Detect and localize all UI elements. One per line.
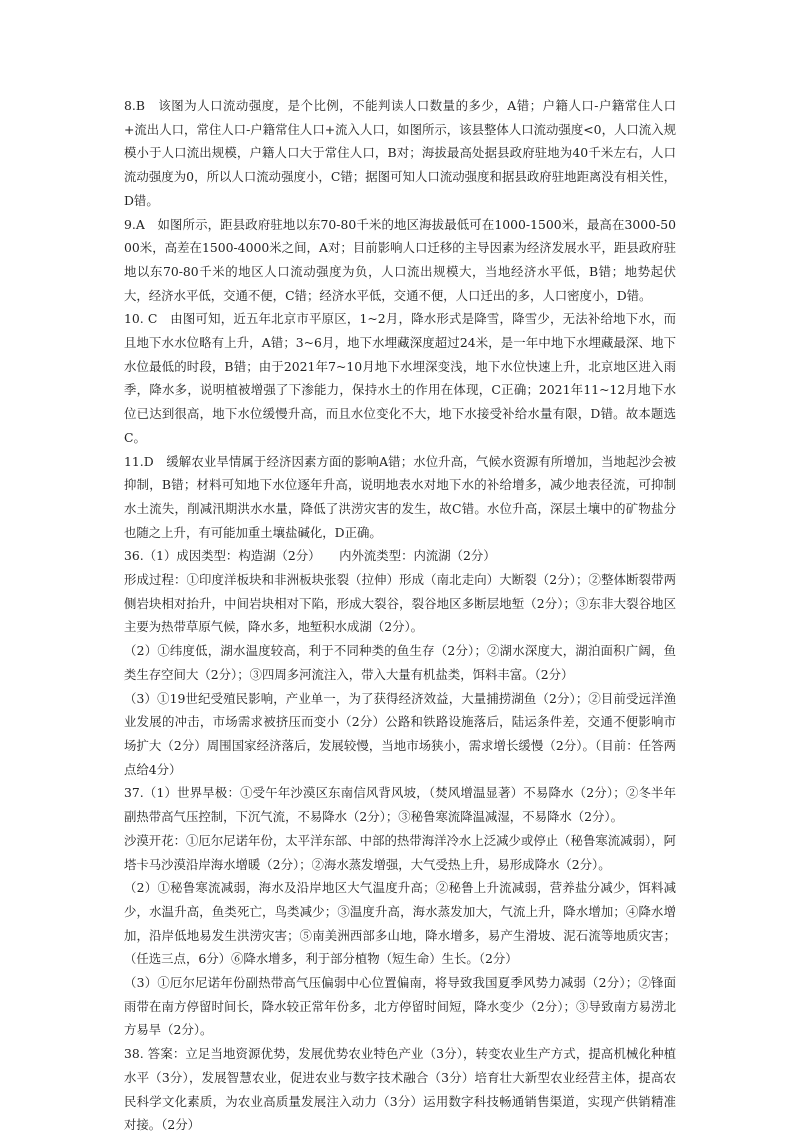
answer-36-1: 36.（1）成因类型：构造湖（2分） 内外流类型：内流湖（2分） xyxy=(124,548,496,564)
answer-8: 8.B 该图为人口流动强度，是个比例，不能判读人口数量的多少，A错；户籍人口-户籍常住人口+流出人口，常住人口-户籍常住人口+流入人口，如图所示，该县整体人口流动强度<0，人口流入规模小于人口流出规模，户籍人口大于常住人口，B对；海拔最高处据县政府驻地为40千米左右，人口流动强度为0，所以人口流动强度小，C错；据图可知人口流动强度和据县政府驻地距离没有相关性，D错。 xyxy=(124,98,676,208)
answer-9: 9.A 如图所示，距县政府驻地以东70-80千米的地区海拔最低可在1000-1500米，最高在3000-5000米，高差在1500-4000米之间，A对；目前影响人口迁移的主导因素为经济发展水平，距县政府驻地以东70-80千米的地区人口流动强度为负，人口流出规模大，当地经济水平低，B错；地势起伏大，经济水平低，交通不便，C错；经济水平低，交通不便，人口迁出的多，人口密度小，D错。 xyxy=(124,216,676,303)
answer-36-2: （2）①纬度低，湖水温度较高，利于不同种类的鱼生存（2分）；②湖水深度大，湖泊面积广阔，鱼类生存空间大（2分）；③四周多河流注入，带入大量有机盐类，饵料丰富。（2分） xyxy=(124,643,676,682)
answer-37-3: （3）①厄尔尼诺年份副热带高气压偏弱中心位置偏南，将导致我国夏季风势力减弱（2分）；②锋面雨带在南方停留时间长，降水较正常年份多，北方停留时间短，降水变少（2分）；③导致南方易涝北方易旱（2分）。 xyxy=(124,975,676,1038)
answer-37-1: 37.（1）世界旱极：①受午年沙漠区东南信风背风坡，（焚风增温显著）不易降水（2分）；②冬半年副热带高气压控制，下沉气流，不易降水（2分）；③秘鲁寒流降温减湿，不易降水（2分）。 xyxy=(124,785,676,825)
answer-10: 10. C 由图可知，近五年北京市平原区，1~2月，降水形式是降雪，降雪少，无法补给地下水，而且地下水水位略有上升，A错；3~6月，地下水埋藏深度超过24米，是一年中地下水埋藏最深、地下水位最低的时段，B错；由于2021年7~10月地下水埋深变浅，地下水位快速上升，北京地区进入雨季，降水多，说明植被增强了下渗能力，保持水土的作用在体现，C正确；2021年11~12月地下水位已达到很高，地下水位缓慢升高，而且水位变化不大，地下水接受补给水量有限，D错。故本题选C。 xyxy=(124,311,676,445)
answer-11: 11.D 缓解农业旱情属于经济因素方面的影响A错；水位升高，气候水资源有所增加，当地起沙会被抑制，B错；材料可知地下水位逐年升高，说明地表水对地下水的补给增多，减少地表径流，可抑制水土流失，削减汛期洪水水量，降低了洪涝灾害的发生，故C错。水位升高，深层土壤中的矿物盐分也随之上升，有可能加重土壤盐碱化，D正确。 xyxy=(124,453,676,540)
answer-38: 38. 答案：立足当地资源优势，发展优势农业特色产业（3分），转变农业生产方式，提高机械化种植水平（3分），发展智慧农业，促进农业与数字技术融合（3分）培育壮大新型农业经营主体，提高农民科学文化素质，为农业高质量发展注入动力（3分）运用数字科技畅通销售渠道，实现产供销精准对接。（2分） xyxy=(124,1046,676,1133)
answer-36-1-process: 形成过程：①印度洋板块和非洲板块张裂（拉伸）形成（南北走向）大断裂（2分）；②整体断裂带两侧岩块相对抬升，中间岩块相对下陷，形成大裂谷，裂谷地区多断层地堑（2分）；③东非大裂谷地区主要为热带草原气候，降水多，地堑积水成湖（2分）。 xyxy=(124,572,676,635)
answer-36-3: （3）①19世纪受殖民影响，产业单一，为了获得经济效益，大量捕捞湖鱼（2分）；②目前受远洋渔业发展的冲击，市场需求被挤压而变小（2分）公路和铁路设施落后，陆运条件差，交通不便影响市场扩大（2分）周围国家经济落后，发展较慢，当地市场狭小，需求增长缓慢（2分）。（目前：任答两点给4分） xyxy=(124,690,676,777)
answer-37-1-bloom: 沙漠开花：①厄尔尼诺年份，太平洋东部、中部的热带海洋冷水上泛减少或停止（秘鲁寒流减弱），阿塔卡马沙漠沿岸海水增暖（2分）；②海水蒸发增强，大气受热上升，易形成降水（2分）。 xyxy=(124,832,676,872)
answer-37-2: （2）①秘鲁寒流减弱，海水及沿岸地区大气温度升高；②秘鲁上升流减弱，营养盐分减少，饵料减少，水温升高，鱼类死亡，鸟类减少；③温度升高，海水蒸发加大，气流上升，降水增加；④降水增加，沿岸低地易发生洪涝灾害；⑤南美洲西部多山地，降水增多，易产生滑坡、泥石流等地质灾害；（任选三点，6分）⑥降水增多，利于部分植物（短生命）生长。（2分） xyxy=(124,880,676,967)
